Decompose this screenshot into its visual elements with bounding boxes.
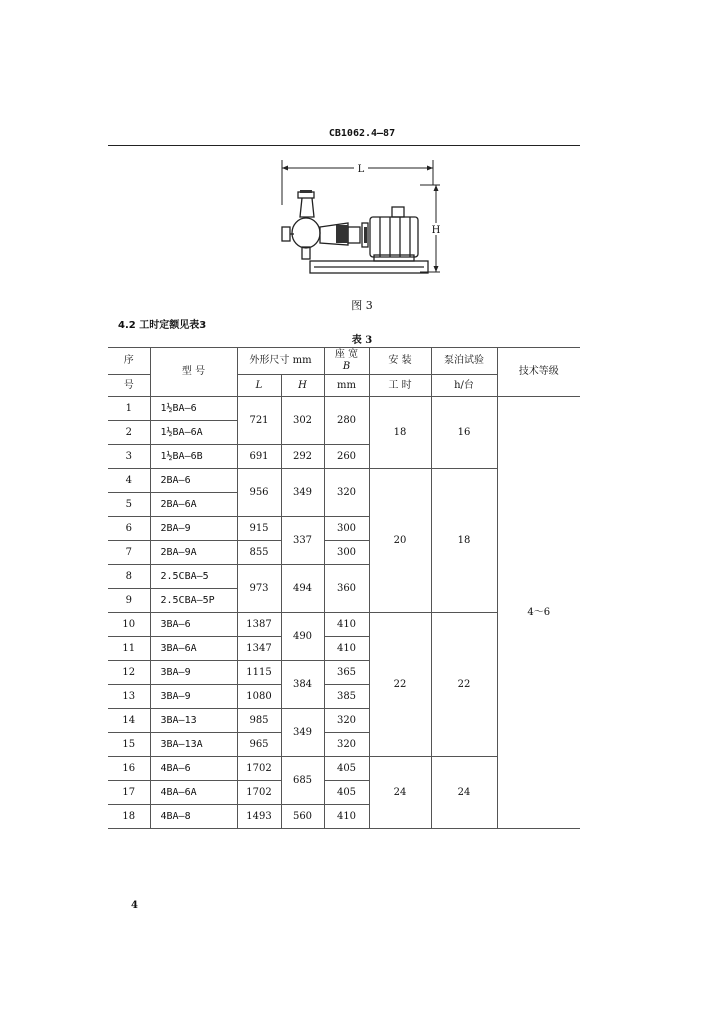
- model-cell: 2BA—6A: [150, 493, 237, 517]
- dim-h-label: H: [431, 225, 440, 236]
- length-cell: 1702: [237, 757, 281, 781]
- motor-terminal-box: [392, 207, 404, 217]
- model-cell: 3BA—13A: [150, 733, 237, 757]
- serial-cell: 3: [108, 445, 150, 469]
- labor-hours-table: [108, 347, 580, 829]
- install-hours-cell: 22: [369, 613, 431, 757]
- model-cell: 2BA—9A: [150, 541, 237, 565]
- table-row: [108, 397, 580, 421]
- base-width-cell: 405: [324, 757, 369, 781]
- base-width-cell: 365: [324, 661, 369, 685]
- header-test: 泵泊试验: [431, 348, 497, 375]
- test-hours-cell: 22: [431, 613, 497, 757]
- header-install-hours: 工 时: [369, 375, 431, 397]
- base-width-cell: 280: [324, 397, 369, 445]
- pump-inlet-flange: [282, 227, 290, 241]
- table-title: 表 3: [351, 335, 373, 346]
- length-cell: 915: [237, 517, 281, 541]
- install-hours-cell: 18: [369, 397, 431, 469]
- base-width-cell: 260: [324, 445, 369, 469]
- height-cell: 685: [281, 757, 324, 805]
- serial-cell: 2: [108, 421, 150, 445]
- height-cell: 302: [281, 397, 324, 445]
- header-base-symbol: B: [342, 361, 351, 372]
- dim-l-arrow-right: [427, 166, 433, 171]
- header-rule: [108, 145, 580, 146]
- model-cell: 1½BA—6: [150, 397, 237, 421]
- base-width-cell: 300: [324, 541, 369, 565]
- serial-cell: 18: [108, 805, 150, 829]
- model-cell: 4BA—6A: [150, 781, 237, 805]
- serial-cell: 15: [108, 733, 150, 757]
- length-cell: 855: [237, 541, 281, 565]
- dim-h-arrow-bottom: [434, 266, 439, 272]
- length-cell: 1115: [237, 661, 281, 685]
- height-cell: 384: [281, 661, 324, 709]
- model-cell: 4BA—8: [150, 805, 237, 829]
- model-cell: 1½BA—6B: [150, 445, 237, 469]
- dim-l-label: L: [357, 164, 365, 175]
- length-cell: 691: [237, 445, 281, 469]
- header-base-width: [324, 348, 369, 375]
- pump-column: [300, 198, 314, 217]
- model-cell: 3BA—9: [150, 661, 237, 685]
- model-cell: 3BA—6A: [150, 637, 237, 661]
- length-cell: 1493: [237, 805, 281, 829]
- header-base-unit: mm: [324, 375, 369, 397]
- model-cell: 4BA—6: [150, 757, 237, 781]
- serial-cell: 9: [108, 589, 150, 613]
- section-heading: 4.2 工时定额见表3: [118, 320, 207, 331]
- serial-cell: 13: [108, 685, 150, 709]
- install-hours-cell: 24: [369, 757, 431, 829]
- table-body: [108, 397, 580, 829]
- test-hours-cell: 24: [431, 757, 497, 829]
- header-test-hours: h/台: [431, 375, 497, 397]
- model-cell: 2BA—6: [150, 469, 237, 493]
- height-cell: 337: [281, 517, 324, 565]
- height-cell: 292: [281, 445, 324, 469]
- base-width-cell: 410: [324, 613, 369, 637]
- pump-top-cap: [300, 190, 312, 193]
- header-serial: 序: [108, 348, 150, 375]
- figure-caption: 图 3: [351, 299, 373, 312]
- pump-foot: [302, 247, 310, 259]
- serial-cell: 5: [108, 493, 150, 517]
- length-cell: 1080: [237, 685, 281, 709]
- test-hours-cell: 18: [431, 469, 497, 613]
- length-cell: 985: [237, 709, 281, 733]
- base-width-cell: 360: [324, 565, 369, 613]
- serial-cell: 14: [108, 709, 150, 733]
- header-base-width-label: 座 宽: [334, 349, 359, 360]
- header-model: 型 号: [150, 348, 237, 397]
- height-cell: 349: [281, 709, 324, 757]
- coupling-ring: [364, 227, 367, 243]
- header-serial-2: 号: [108, 375, 150, 397]
- header-grade: 技术等级: [497, 348, 580, 397]
- base-width-cell: 300: [324, 517, 369, 541]
- height-cell: 560: [281, 805, 324, 829]
- length-cell: 956: [237, 469, 281, 517]
- serial-cell: 11: [108, 637, 150, 661]
- serial-cell: 7: [108, 541, 150, 565]
- base-width-cell: 405: [324, 781, 369, 805]
- base-width-cell: 410: [324, 805, 369, 829]
- header-h: H: [281, 375, 324, 397]
- length-cell: 1347: [237, 637, 281, 661]
- model-cell: 2.5CBA—5: [150, 565, 237, 589]
- model-cell: 3BA—13: [150, 709, 237, 733]
- base-width-cell: 320: [324, 469, 369, 517]
- serial-cell: 16: [108, 757, 150, 781]
- base-width-cell: 410: [324, 637, 369, 661]
- pump-volute: [292, 218, 320, 248]
- dim-l-arrow-left: [282, 166, 288, 171]
- pump-assembly-figure: [270, 155, 440, 290]
- model-cell: 3BA—9: [150, 685, 237, 709]
- header-l: L: [237, 375, 281, 397]
- serial-cell: 4: [108, 469, 150, 493]
- install-hours-cell: 20: [369, 469, 431, 613]
- grade-cell: 4～6: [497, 397, 580, 829]
- model-cell: 1½BA—6A: [150, 421, 237, 445]
- page-number: 4: [131, 900, 138, 911]
- height-cell: 349: [281, 469, 324, 517]
- length-cell: 1702: [237, 781, 281, 805]
- height-cell: 494: [281, 565, 324, 613]
- serial-cell: 10: [108, 613, 150, 637]
- base-width-cell: 320: [324, 709, 369, 733]
- document-code-header: CB1062.4—87: [328, 128, 396, 139]
- header-dimensions: 外形尺寸 mm: [237, 348, 324, 375]
- dim-h-arrow-top: [434, 185, 439, 191]
- model-cell: 3BA—6: [150, 613, 237, 637]
- serial-cell: 6: [108, 517, 150, 541]
- base-width-cell: 320: [324, 733, 369, 757]
- height-cell: 490: [281, 613, 324, 661]
- model-cell: 2BA—9: [150, 517, 237, 541]
- coupling: [348, 227, 360, 243]
- serial-cell: 1: [108, 397, 150, 421]
- serial-cell: 17: [108, 781, 150, 805]
- model-cell: 2.5CBA—5P: [150, 589, 237, 613]
- length-cell: 1387: [237, 613, 281, 637]
- bearing-block: [336, 225, 348, 243]
- base-width-cell: 385: [324, 685, 369, 709]
- header-install: 安 装: [369, 348, 431, 375]
- serial-cell: 8: [108, 565, 150, 589]
- serial-cell: 12: [108, 661, 150, 685]
- motor-body: [370, 217, 418, 257]
- length-cell: 973: [237, 565, 281, 613]
- test-hours-cell: 16: [431, 397, 497, 469]
- length-cell: 721: [237, 397, 281, 445]
- length-cell: 965: [237, 733, 281, 757]
